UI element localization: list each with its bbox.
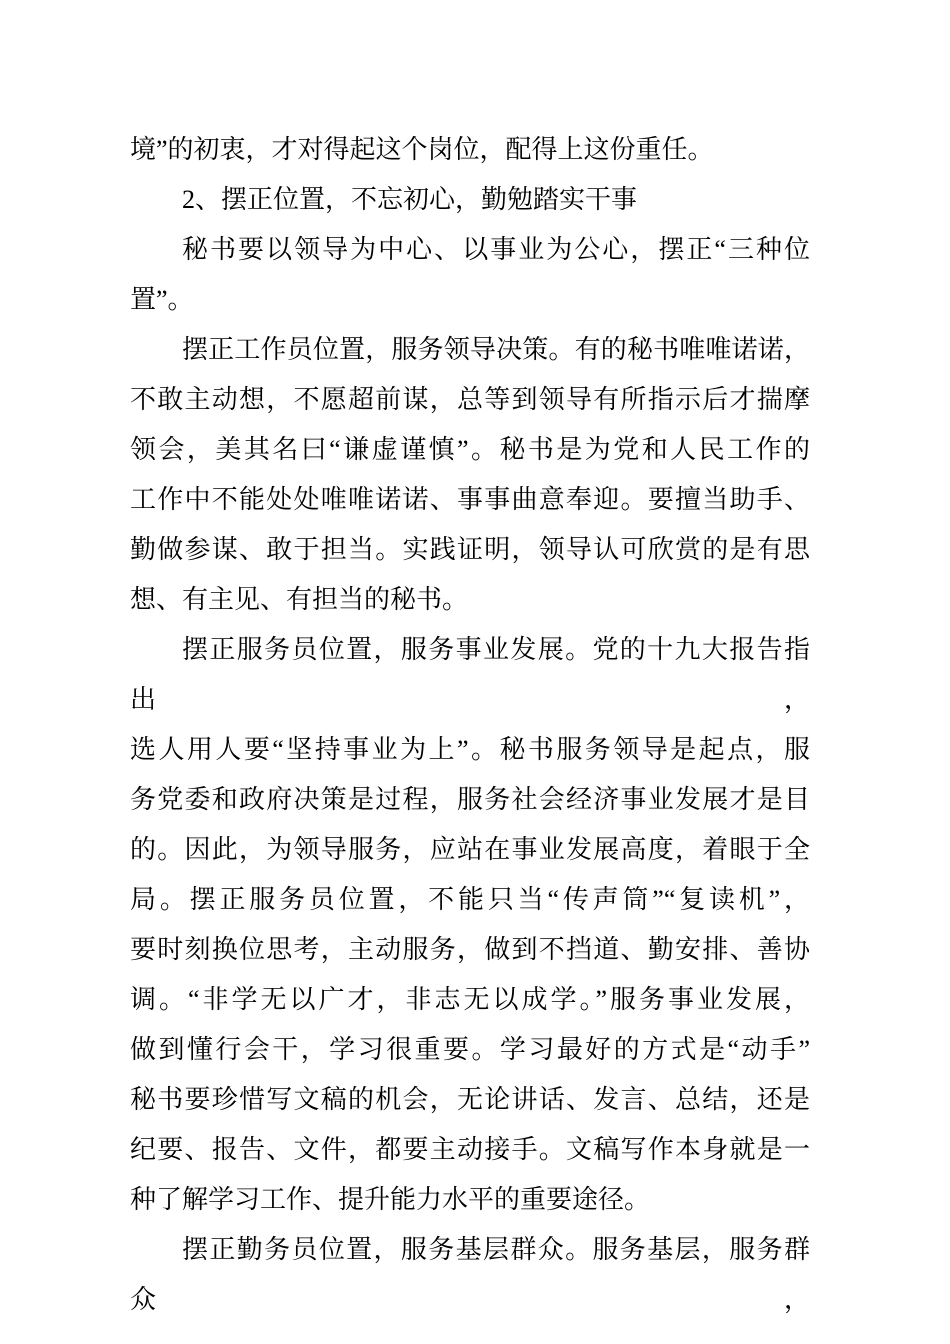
text-line: 境”的初衷，才对得起这个岗位，配得上这份重任。 bbox=[130, 135, 714, 164]
text-line: 调。“非学无以广才，非志无以成学。”服务事业发展， bbox=[130, 985, 810, 1014]
text-line: 的。因此，为领导服务，应站在事业发展高度，着眼于全 bbox=[130, 835, 810, 864]
text-line: 局。摆正服务员位置，不能只当“传声筒”“复读机”， bbox=[130, 885, 810, 914]
text-line: 秘书要珍惜写文稿的机会，无论讲话、发言、总结，还是 bbox=[130, 1085, 810, 1114]
document-text-block bbox=[130, 125, 810, 1325]
text-line: 工作中不能处处唯唯诺诺、事事曲意奉迎。要擅当助手、 bbox=[130, 485, 810, 514]
text-line: 领会，美其名曰“谦虚谨慎”。秘书是为党和人民工作的 bbox=[130, 435, 810, 464]
text-line: 不敢主动想，不愿超前谋，总等到领导有所指示后才揣摩 bbox=[130, 385, 810, 414]
text-line: 摆正服务员位置，服务事业发展。党的十九大报告指出， bbox=[130, 635, 810, 714]
text-line: 务党委和政府决策是过程，服务社会经济事业发展才是目 bbox=[130, 785, 810, 814]
text-line: 秘书要以领导为中心、以事业为公心，摆正“三种位 bbox=[182, 235, 810, 264]
text-line: 做到懂行会干，学习很重要。学习最好的方式是“动手” bbox=[130, 1035, 810, 1064]
text-line: 想、有主见、有担当的秘书。 bbox=[130, 585, 469, 614]
text-line: 纪要、报告、文件，都要主动接手。文稿写作本身就是一 bbox=[130, 1135, 810, 1164]
text-line: 摆正勤务员位置，服务基层群众。服务基层，服务群众， bbox=[130, 1235, 810, 1314]
text-line: 置”。 bbox=[130, 285, 194, 314]
text-line: 2、摆正位置，不忘初心，勤勉踏实干事 bbox=[182, 185, 638, 214]
text-line: 摆正工作员位置，服务领导决策。有的秘书唯唯诺诺， bbox=[182, 335, 810, 364]
text-line: 选人用人要“坚持事业为上”。秘书服务领导是起点，服 bbox=[130, 735, 810, 764]
text-line: 要时刻换位思考，主动服务，做到不挡道、勤安排、善协 bbox=[130, 935, 810, 964]
text-line: 勤做参谋、敢于担当。实践证明，领导认可欣赏的是有思 bbox=[130, 535, 810, 564]
text-line: 种了解学习工作、提升能力水平的重要途径。 bbox=[130, 1185, 651, 1214]
